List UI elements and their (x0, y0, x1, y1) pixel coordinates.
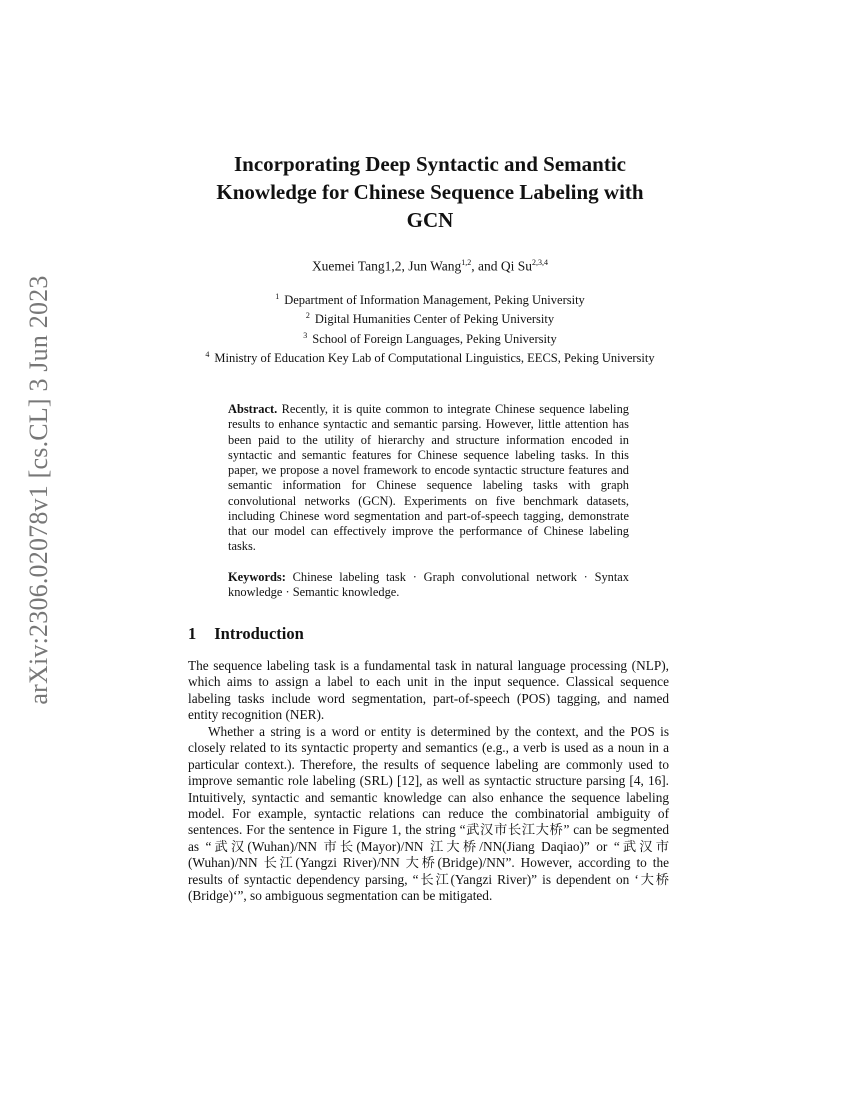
intro-paragraph-2: Whether a string is a word or entity is determined by the context, and the POS is closely related to its syntactic property and semantics (e.g., a verb is used as a noun in a particular context.). Therefore, the results of sequence labeling are commonly used to improve semantic role labeling (SRL) [12], as well as syntactic structure parsing [4, 16]. Intuitively, syntactic and semantic knowledge can also enhance the sequence labeling model. For example, syntactic relations can reduce the combinatorial ambiguity of sentences. For the sentence in Figure 1, the string “武汉市长江大桥” can be segmented as “武汉(Wuhan)/NN 市长(Mayor)/NN 江大桥/NN(Jiang Daqiao)” or “武汉市(Wuhan)/NN 长江(Yangzi River)/NN 大桥(Bridge)/NN”. However, according to the results of syntactic dependency parsing, “长江(Yangzi River)” is dependent on ‘大桥(Bridge)‘”, so ambiguous segmentation can be mitigated. (188, 724, 669, 904)
section-number: 1 (188, 624, 197, 643)
affiliation-list (180, 289, 680, 367)
title-line-3: GCN (406, 208, 454, 232)
author-su-affil: 2,3,4 (532, 258, 549, 267)
author-separator: , and (471, 258, 501, 274)
keywords (228, 570, 629, 601)
affiliation-4: $^4$ Ministry of Education Key Lab of Computational Linguistics, EECS, Peking University (205, 350, 655, 366)
abstract-label: Abstract. (228, 402, 278, 416)
keywords-text: Chinese labeling task · Graph convolutional network · Syntax knowledge · Semantic knowledge. (228, 570, 629, 600)
author-wang: Jun Wang (408, 258, 462, 274)
author-su: Qi Su (500, 258, 533, 274)
title-line-2: Knowledge for Chinese Sequence Labeling with (216, 180, 644, 204)
abstract-text: Recently, it is quite common to integrate Chinese sequence labeling results to enhance syntactic and semantic parsing. However, little attention has been paid to the utility of hierarchy and structure information encoded in syntactic and semantic features for Chinese sequence labeling tasks. In this paper, we propose a novel framework to encode syntactic structure features and semantic information for Chinese sequence labeling tasks with graph convolutional networks (GCN). Experiments on five benchmark datasets, including Chinese word segmentation and part-of-speech tagging, demonstrate that our model can effectively improve the performance of Chinese labeling tasks. (228, 402, 629, 554)
arxiv-sidebar (0, 0, 70, 1100)
intro-paragraph-1: The sequence labeling task is a fundamental task in natural language processing (NLP), which aims to assign a label to each unit in the input sequence. Classical sequence labeling tasks include word segmentation, part-of-speech (POS) tagging, and named entity recognition (NER). (188, 658, 669, 723)
arxiv-identifier: arXiv:2306.02078v1 [cs.CL] 3 Jun 2023 (24, 275, 53, 705)
abstract (228, 402, 629, 555)
affiliation-2: $^2$ Digital Humanities Center of Peking University (305, 311, 555, 327)
author-list (180, 258, 680, 275)
author-wang-affil: 1,2 (461, 258, 472, 267)
section-heading-introduction (188, 624, 304, 644)
title-line-1: Incorporating Deep Syntactic and Semantic (234, 152, 626, 176)
affiliation-3: $^3$ School of Foreign Languages, Peking University (303, 330, 557, 347)
affiliation-1: $^1$ Department of Information Management, Peking University (275, 292, 585, 308)
keywords-label: Keywords: (228, 570, 286, 584)
paper-title (180, 150, 680, 234)
author-tang: Xuemei Tang1,2, (311, 258, 405, 274)
section-title: Introduction (214, 624, 304, 643)
